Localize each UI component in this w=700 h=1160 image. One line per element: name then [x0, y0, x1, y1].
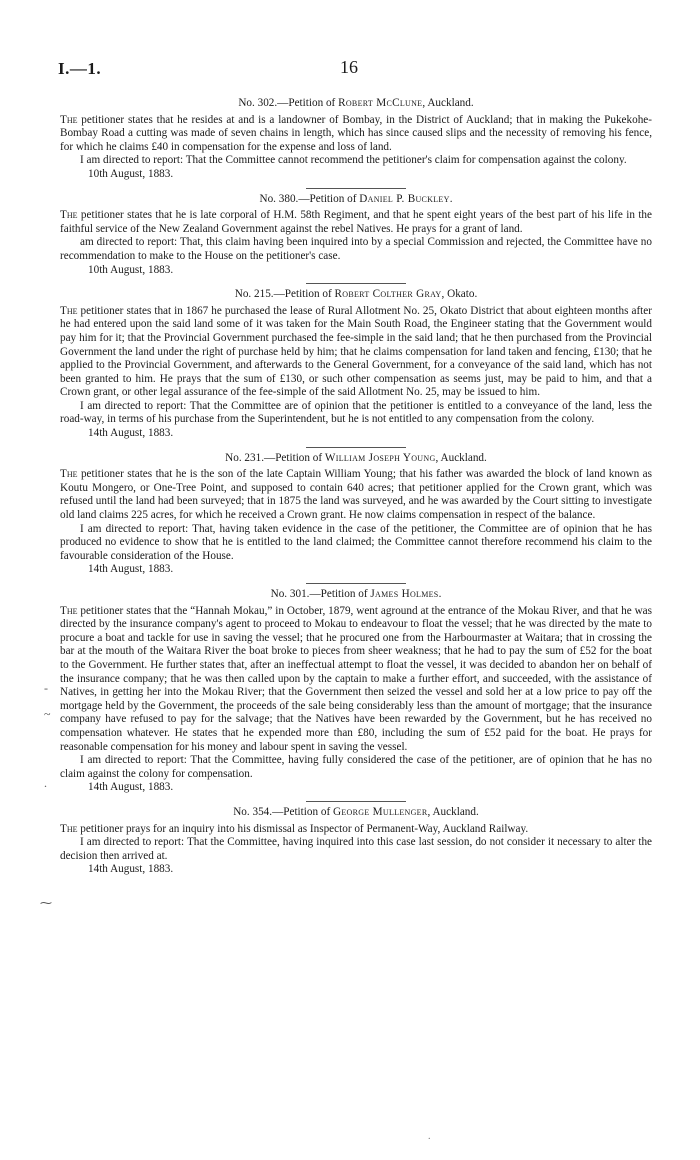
petition-entry — [60, 193, 652, 278]
section-divider — [306, 801, 406, 802]
petitioner-name: Daniel P. Buckley — [359, 192, 450, 205]
stray-dot-mark: . — [428, 1131, 431, 1142]
committee-report: I am directed to report: That the Committee cannot recommend the petitioner's claim for compensation against the colony. — [80, 154, 627, 167]
petition-entry — [60, 452, 652, 577]
petitioner-name: James Holmes — [370, 588, 439, 600]
petition-title: No. 302.—Petition of Robert McClune, Auckland. — [238, 97, 474, 109]
margin-dash-mark: - — [44, 681, 48, 695]
petition-statement: The petitioner states that in 1867 he purchased the lease of Rural Allotment No. 25, Okato District that about eighteen months after he had entered upon the said land some of it was taken for the Main South Road, the Engineer stating that the Government would pay him for it; that the Provincial Government purchased the fee-simple in the said land; that he then purchased from the Provincial Government the land under the right of purchase held by him; that he claims compensation for land taken and fencing, £130; that he applied to the Provincial Government, and afterwards to the General Government, for a conveyance of the said land, which has not been granted to him. He prays that the sum of £130, or such other compensation as seems just, may be paid to him, and that a Crown grant, or other legal assurance of the fee-simple of the said Allotment No. 25, may be issued to him. — [60, 304, 652, 399]
petition-title: No. 354.—Petition of George Mullenger, Auckland. — [233, 805, 479, 818]
report-date: 14th August, 1883. — [88, 863, 174, 876]
section-divider — [306, 447, 406, 448]
petition-title: No. 215.—Petition of Robert Colther Gray, Okato. — [234, 288, 478, 301]
petitioner-name: George Mullenger — [332, 805, 428, 818]
petition-statement: The petitioner states that he resides at and is a landowner of Bombay, in the District of Auckland; that in making the Pukekohe-Bombay Road a cutting was made of seven chains in length, which has since caused slips and the necessity of removing his fence, for which he claims £40 in compensation for the expense and loss of land. — [60, 113, 652, 153]
report-date: 14th August, 1883. — [88, 563, 174, 576]
committee-report: I am directed to report: That, having taken evidence in the case of the petitioner, the Committee are of opinion that he has produced no evidence to show that he is entitled to the land claimed; the Committee cannot therefore recommend his claim to the favourable consideration of the House. — [60, 522, 652, 562]
committee-report: I am directed to report: That the Committee, having fully considered the case of the petitioner, are of opinion that he has no claim against the colony for compensation. — [60, 754, 652, 780]
petitioner-name: William Joseph Young — [324, 451, 436, 464]
report-date: 14th August, 1883. — [88, 427, 174, 440]
petition-statement: The petitioner prays for an inquiry into his dismissal as Inspector of Permanent-Way, Auckland Railway. — [60, 822, 529, 835]
report-date: 10th August, 1883. — [88, 263, 174, 276]
petition-title: No. 231.—Petition of William Joseph Young, Auckland. — [225, 451, 487, 464]
section-divider — [306, 188, 406, 189]
committee-report: I am directed to report: That the Committee, having inquired into this case last session, do not consider it necessary to alter the decision then arrived at. — [60, 836, 652, 862]
petition-title: No. 301.—Petition of James Holmes. — [270, 588, 442, 600]
page-number: 16 — [340, 57, 358, 77]
report-date: 10th August, 1883. — [88, 167, 174, 180]
margin-scribble-mark: ⁓ — [40, 896, 52, 910]
petition-entry — [60, 806, 652, 877]
petitions-list — [60, 95, 652, 877]
section-divider — [306, 283, 406, 284]
section-divider — [306, 583, 406, 584]
petition-statement: The petitioner states that he is the son of the late Captain William Young; that his father was awarded the block of land known as Koutu Mongero, or One-Tree Point, and supposed to contain 640 acres; that petitioner applied for the Crown grant, which was refused until the land had been surveyed; that in 1875 the land was surveyed, and he was awarded by the Court sitting to investigate old land claims 225 acres, for which he received a Crown grant. He now claims compensation in respect of the balance. — [60, 468, 652, 522]
paper-reference: I.—1. — [58, 59, 102, 78]
petition-title: No. 380.—Petition of Daniel P. Buckley. — [259, 192, 453, 205]
committee-report: I am directed to report: That the Committee are of opinion that the petitioner is entitled to a conveyance of the land, less the road-way, in terms of his purchase from the Superintendent, but he is not entitled to any compensation from the colony. — [60, 399, 652, 426]
committee-report: am directed to report: That, this claim having been inquired into by a special Commission and rejected, the Committee have no recommendation to make to the House on the petitioner's case. — [60, 236, 652, 262]
petition-entry — [60, 97, 652, 182]
petition-entry — [60, 288, 652, 441]
report-date: 14th August, 1883. — [88, 781, 174, 794]
margin-dot-mark: . — [44, 776, 47, 790]
margin-tilde-mark: ~ — [44, 707, 51, 721]
petition-entry — [60, 588, 652, 795]
petitioner-name: Robert McClune — [338, 97, 423, 109]
petition-statement: The petitioner states that the “Hannah Mokau,” in October, 1879, went aground at the entrance of the Mokau River, and that he was directed by the insurance company's agent to proceed to Mokau to endeavour to float the vessel; that he was directed by the mate to procure a boat and tackle for use in saving the vessel; that he procured one from the Harbourmaster at Waitara; that in crossing the bar at the mouth of the Waitara River the boat broke to pieces from sheer weakness; that he had to pay the sum of £52 for the boat to the Government. He further states that, after an ineffectual attempt to float the vessel, it was decided to abandon her on behalf of the insurance company; that he was then called upon by the captain to make a further effort, and succeeded, with the assistance of Natives, in getting her into the Mokau River; that the Government then seized the vessel and sold her at a low price to pay off the mortgage held by the Government, the proceeds of the sale being considerably less than the amount of mortgage; that the insurance company have refused to pay for the salvage; that the Natives have been rewarded by the Government, but he has received no compensation whatever. He states that he expended more than £80, including the sum of £52 paid for the boat. He prays for reasonable compensation for his money and labour spent in saving the vessel. — [60, 604, 652, 753]
petitioner-name: Robert Colther Gray — [334, 288, 442, 301]
petition-statement: The petitioner states that he is late corporal of H.M. 58th Regiment, and that he spent eight years of the best part of his life in the faithful service of the New Zealand Government against the rebel Natives. He prays for a grant of land. — [60, 209, 652, 235]
